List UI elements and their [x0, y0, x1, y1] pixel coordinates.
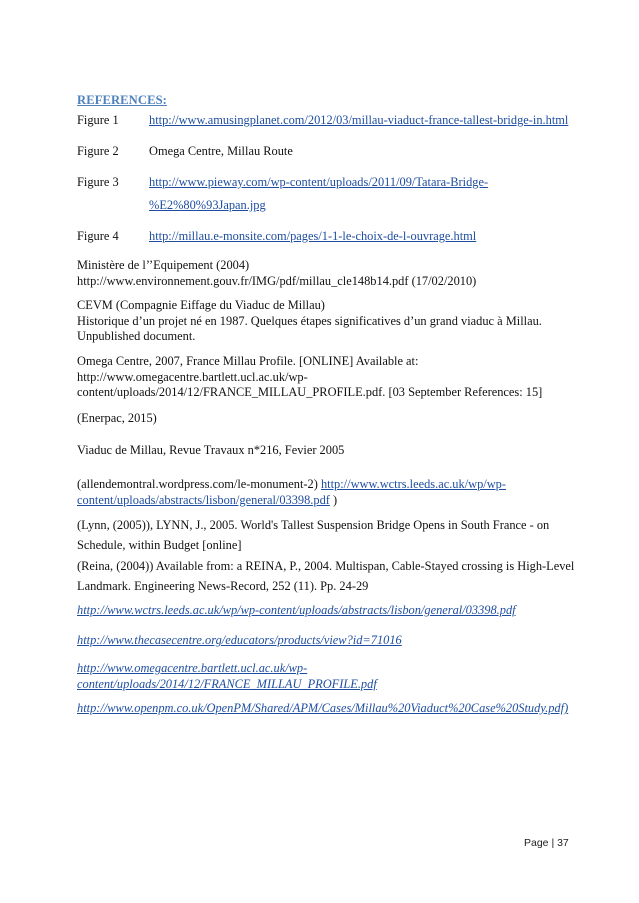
ref-link-casecentre — [77, 633, 597, 649]
figure-label: Figure 1 — [77, 113, 119, 127]
ref-line: Omega Centre, 2007, France Millau Profile. [ONLINE] Available at: — [77, 354, 419, 368]
openpm-link[interactable]: http://www.openpm.co.uk/OpenPM/Shared/APM/Cases/Millau%20Viaduct%20Case%20Study.pdf) — [77, 701, 569, 715]
figure-3-link[interactable]: http://www.pieway.com/wp-content/uploads/2011/09/Tatara-Bridge- — [149, 175, 489, 189]
ref-line — [77, 661, 597, 677]
ref-enerpac: (Enerpac, 2015) — [77, 411, 157, 425]
ref-lynn — [77, 515, 597, 555]
ref-line: Historique d’un projet né en 1987. Quelques étapes significatives d’un grand viaduc à Millau. — [77, 313, 542, 328]
figure-label: Figure 4 — [77, 229, 119, 243]
figure-2-text: Omega Centre, Millau Route — [149, 144, 293, 158]
ref-line: (Lynn, (2005)), LYNN, J., 2005. World's Tallest Suspension Bridge Opens in South France - on — [77, 518, 550, 532]
page-number: Page | 37 — [524, 837, 569, 849]
figure-4-link[interactable]: http://millau.e-monsite.com/pages/1-1-le-choix-de-l-ouvrage.html — [149, 229, 477, 243]
ref-allende — [77, 477, 597, 508]
ref-line: CEVM (Compagnie Eiffage du Viaduc de Millau) — [77, 298, 325, 312]
ref-link-openpm — [77, 701, 597, 717]
casecentre-link[interactable]: http://www.thecasecentre.org/educators/products/view?id=71016 — [77, 633, 402, 647]
ref-text: (allendemontral.wordpress.com/le-monument-2) — [77, 477, 318, 491]
ref-link-wctrs — [77, 603, 597, 619]
wctrs-pdf-link[interactable]: http://www.wctrs.leeds.ac.uk/wp/wp-content/uploads/abstracts/lisbon/general/03398.pdf — [77, 603, 516, 617]
ref-line: Schedule, within Budget [online] — [77, 538, 242, 552]
omegacentre-link-continued[interactable]: content/uploads/2014/12/FRANCE_MILLAU_PROFILE.pdf — [77, 676, 377, 691]
ref-line — [77, 477, 597, 493]
wctrs-link-continued[interactable]: content/uploads/abstracts/lisbon/general/03398.pdf — [77, 492, 330, 507]
ref-link-omega — [77, 661, 597, 692]
figure-3-link-continued[interactable]: %E2%80%93Japan.jpg — [149, 198, 266, 212]
ref-line: Landmark. Engineering News-Record, 252 (11). Pp. 24-29 — [77, 579, 369, 593]
figure-4-entry — [77, 225, 597, 247]
ref-omega-centre — [77, 354, 597, 401]
ref-line — [77, 677, 597, 693]
ref-line — [77, 493, 597, 509]
figure-label: Figure 2 — [77, 144, 119, 158]
ref-line: http://www.omegacentre.bartlett.ucl.ac.uk/wp- — [77, 369, 308, 384]
omegacentre-link[interactable]: http://www.omegacentre.bartlett.ucl.ac.uk/wp- — [77, 661, 308, 675]
ref-viaduc: Viaduc de Millau, Revue Travaux n*216, Fevier 2005 — [77, 443, 345, 457]
ref-line: Unpublished document. — [77, 329, 196, 343]
ref-ministere — [77, 258, 597, 289]
ref-line: content/uploads/2014/12/FRANCE_MILLAU_PROFILE.pdf. [03 September References: 15] — [77, 385, 543, 399]
figure-label: Figure 3 — [77, 175, 119, 189]
figure-1-link[interactable]: http://www.amusingplanet.com/2012/03/millau-viaduct-france-tallest-bridge-in.html — [149, 113, 569, 127]
ref-text: ) — [329, 492, 338, 507]
figure-1-entry — [77, 109, 597, 131]
ref-line: Ministère de l’’Equipement (2004) — [77, 258, 250, 272]
figure-3-entry — [77, 171, 597, 215]
references-heading: REFERENCES: — [77, 93, 167, 107]
ref-reina — [77, 556, 597, 596]
ref-cevm — [77, 298, 597, 345]
wctrs-link[interactable]: http://www.wctrs.leeds.ac.uk/wp/wp- — [320, 477, 506, 491]
ref-line: (Reina, (2004)) Available from: a REINA, P., 2004. Multispan, Cable-Stayed crossing is High-Level — [77, 559, 575, 573]
figure-2-entry — [77, 140, 597, 162]
ref-line: http://www.environnement.gouv.fr/IMG/pdf/millau_cle148b14.pdf (17/02/2010) — [77, 273, 477, 288]
